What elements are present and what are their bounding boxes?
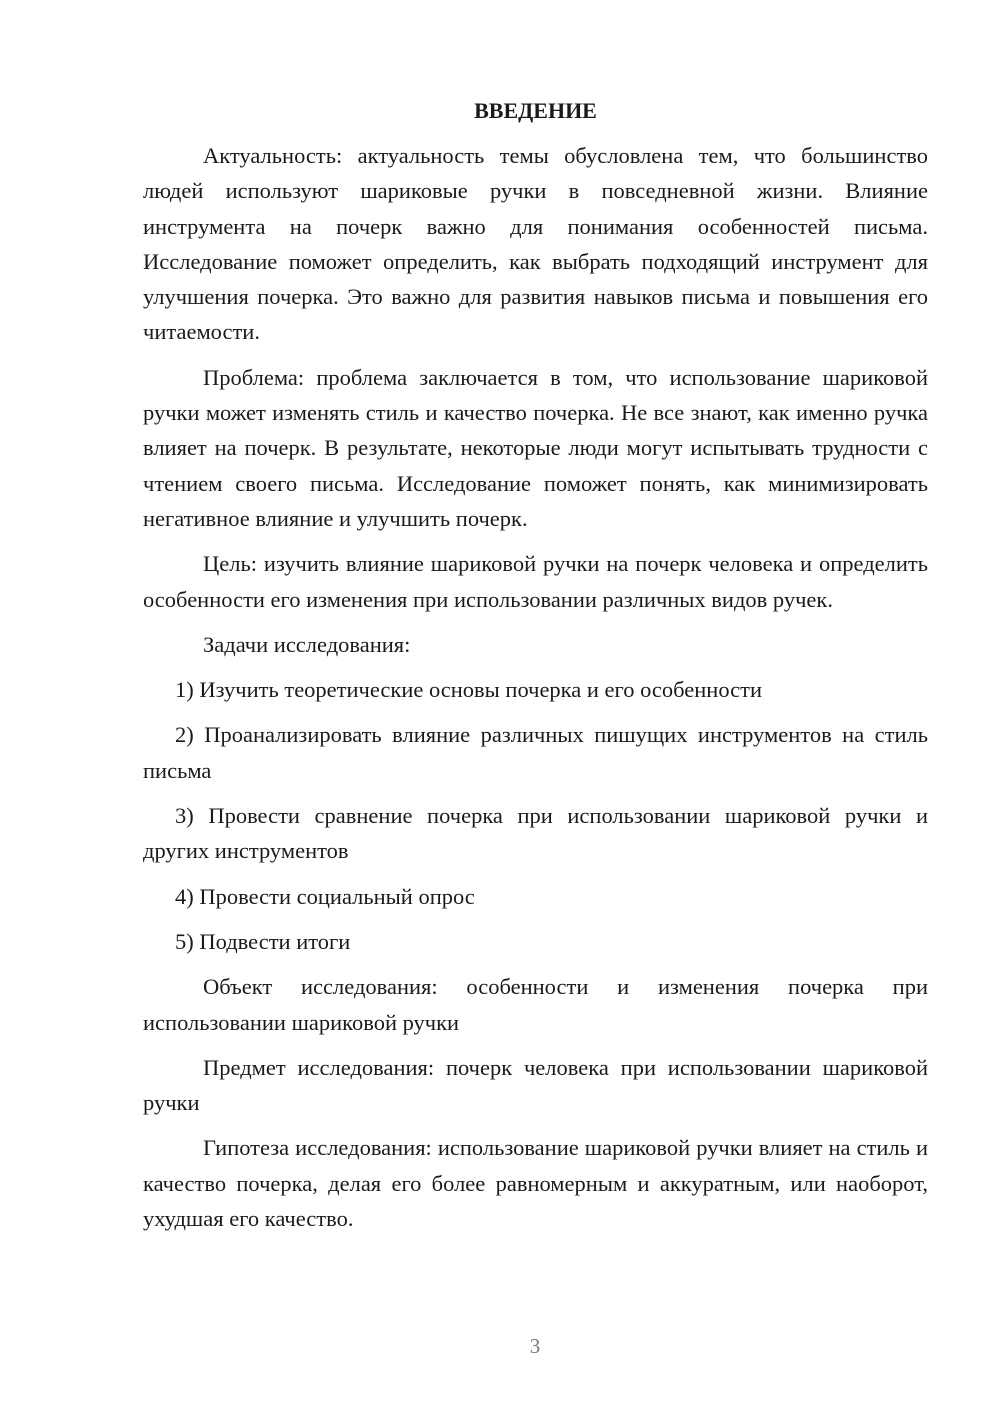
goal-paragraph: Цель: изучить влияние шариковой ручки на почерк человека и определить особенности его изменения при использовании различных видов ручек. bbox=[143, 551, 928, 612]
hypothesis-paragraph: Гипотеза исследования: использование шариковой ручки влияет на стиль и качество почерка, делая его более равномерным и аккуратным, или наоборот, ухудшая его качество. bbox=[143, 1135, 928, 1232]
document-page bbox=[143, 94, 928, 1246]
problem-paragraph: Проблема: проблема заключается в том, что использование шариковой ручки может изменять стиль и качество почерка. Не все знают, как именно ручка влияет на почерк. В результате, некоторые люди могут испытывать трудности с чтением своего письма. Исследование поможет понять, как минимизировать негативное влияние и улучшить почерк. bbox=[143, 364, 928, 531]
tasks-heading: Задачи исследования: bbox=[203, 631, 411, 657]
task-item: 4) Провести социальный опрос bbox=[175, 883, 475, 909]
page-title: ВВЕДЕНИЕ bbox=[474, 98, 597, 123]
relevance-paragraph: Актуальность: актуальность темы обусловлена тем, что большинство людей используют шариковые ручки в повседневной жизни. Влияние инструмента на почерк важно для понимания особенностей письма. Исследование поможет определить, как выбрать подходящий инструмент для улучшения почерка. Это важно для развития навыков письма и повышения его читаемости. bbox=[143, 143, 928, 345]
task-item: 1) Изучить теоретические основы почерка и его особенности bbox=[175, 677, 763, 703]
page-number: 3 bbox=[529, 1334, 541, 1358]
object-paragraph: Объект исследования: особенности и изменения почерка при использовании шариковой ручки bbox=[143, 974, 928, 1035]
task-item: 2) Проанализировать влияние различных пишущих инструментов на стиль письма bbox=[143, 722, 928, 783]
task-item: 5) Подвести итоги bbox=[175, 928, 351, 954]
subject-paragraph: Предмет исследования: почерк человека при использовании шариковой ручки bbox=[143, 1054, 928, 1116]
task-item: 3) Провести сравнение почерка при использовании шариковой ручки и других инструментов bbox=[143, 803, 928, 864]
